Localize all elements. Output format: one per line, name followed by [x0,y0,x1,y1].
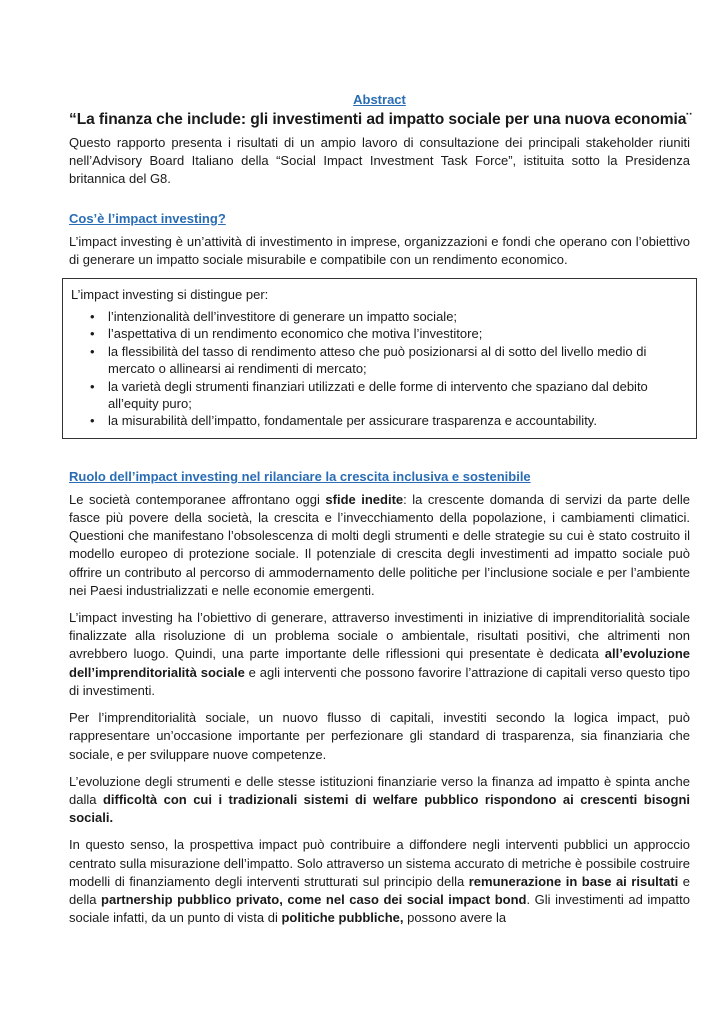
box-intro: L’impact investing si distingue per: [71,287,269,303]
document-page [69,92,690,936]
bold-text: difficoltà con cui i tradizionali sistemi di welfare pubblico rispondono ai crescenti bisogni sociali. [69,791,690,826]
list-item-text: la varietà degli strumenti finanziari utilizzati e delle forme di intervento che spaziano dal debito all’equity puro; [108,378,648,412]
abstract-heading[interactable]: Abstract [353,92,406,107]
paragraph-challenges [69,491,690,600]
bullet-icon: • [90,326,95,342]
list-item-text: la misurabilità dell’impatto, fondamentale per assicurare trasparenza e accountability. [108,413,597,429]
bold-text: partnership pubblico privato, come nel caso dei social impact bond [101,891,527,907]
bullet-icon: • [90,309,95,325]
list-item-text: la flessibilità del tasso di rendimento atteso che può posizionarsi al di sotto del livello medio di mercato o allinearsi ai rendimenti di mercato; [108,343,647,377]
list-item [71,343,688,378]
section-heading-inclusive-growth[interactable]: Ruolo dell’impact investing nel rilanciare la crescita inclusiva e sostenibile [69,468,531,484]
text-run: In questo senso, la prospettiva impact può contribuire a diffondere negli interventi pubblici un approccio centrato sulla misurazione dell’impatto. Solo attraverso un sistema accurato di metriche è possibile costruire modelli di finanziamento degli interventi strutturati sul principio della [69,837,690,889]
paragraph-public-policy [69,836,690,927]
characteristics-box [62,278,697,439]
text-run: e agli interventi che possono favorire l’attrazione di capitali verso questo tipo di investimenti. [69,664,690,698]
bold-text: all’evoluzione dell’imprenditorialità sociale [69,646,690,680]
paragraph-social-entrepreneurship [69,609,690,700]
characteristics-list [71,308,688,430]
text-run: e della [69,873,690,907]
text-run: Le società contemporanee affrontano oggi [69,491,326,507]
paragraph-capital-flow: Per l’imprenditorialità sociale, un nuovo flusso di capitali, investiti secondo la logica impact, può rappresentare un’occasione importante per perfezionare gli standard di trasparenza, sia finanziaria che sociale, e per sviluppare nuove competenze. [69,710,690,762]
list-item-text: l’intenzionalità dell’investitore di generare un impatto sociale; [108,309,458,325]
text-run: L’impact investing ha l’obiettivo di generare, attraverso investimenti in iniziative di imprenditorialità sociale finalizzate alla risoluzione di un problema sociale o ambientale, risultati positivi, che altrimenti non avrebbero luogo. Quindi, una parte importante delle riflessioni qui presentate è dedicata [69,610,690,662]
definition-paragraph: L’impact investing è un’attività di investimento in imprese, organizzazioni e fondi che operano con l’obiettivo di generare un impatto sociale misurabile e compatibile con un rendimento economico. [69,233,690,267]
list-item [71,325,688,342]
text-run: . Gli investimenti ad impatto sociale infatti, da un punto di vista di [69,891,690,926]
text-run: : la crescente domanda di servizi da parte delle fasce più povere della società, la crescita e l’invecchiamento della popolazione, i cambiamenti climatici. Questioni che manifestano l’obsolescenza di molti degli strumenti e delle strategie su cui è stato costruito il modello europeo di protezione sociale. Il potenziale di crescita degli investimenti ad impatto sociale può offrire un contributo al percorso di ammodernamento delle politiche per l’inclusione sociale e per l’ambiente nei Paesi industrializzati e nelle economie emergenti. [69,491,690,598]
bullet-icon: • [90,413,95,429]
bullet-icon: • [90,378,95,394]
list-item [71,308,688,325]
document-title: “La finanza che include: gli investimenti ad impatto sociale per una nuova economia¨ [69,111,692,128]
intro-paragraph: Questo rapporto presenta i risultati di un ampio lavoro di consultazione dei principali stakeholder riuniti nell’Advisory Board Italiano della “Social Impact Investment Task Force”, istituita sotto la Presidenza britannica del G8. [69,135,690,187]
bold-text: politiche pubbliche, [281,910,404,926]
bold-text: remunerazione in base ai risultati [468,873,679,889]
section-heading-impact-investing[interactable]: Cos’è l’impact investing? [69,210,226,226]
list-item-text: l’aspettativa di un rendimento economico che motiva l’investitore; [108,326,483,342]
list-item [71,412,688,429]
bullet-icon: • [90,343,95,359]
list-item [71,378,688,413]
text-run: L’evoluzione degli strumenti e delle stesse istituzioni finanziarie verso la finanza ad impatto è spinta anche dalla [69,773,690,807]
paragraph-financial-evolution [69,773,690,828]
bold-text: sfide inedite [325,491,404,507]
text-run: possono avere la [403,910,507,926]
